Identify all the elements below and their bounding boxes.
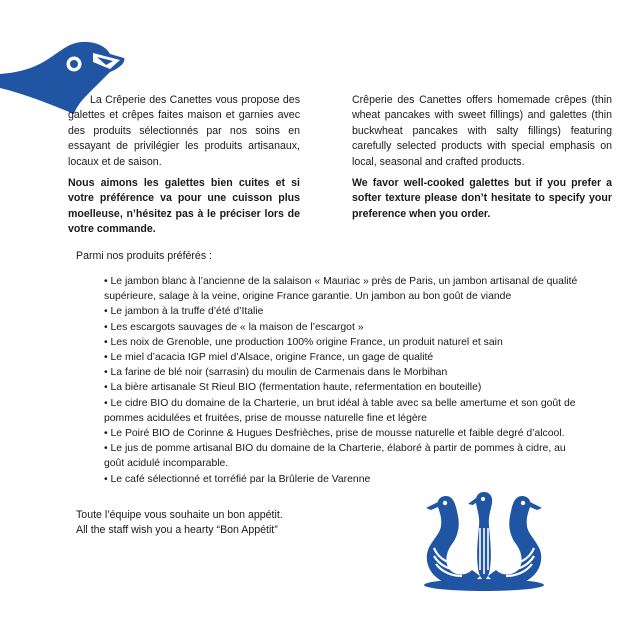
product-item: • Le Poiré BIO de Corinne & Hugues Desfrièches, prise de mousse naturelle et faible degré d’alcool. [104, 428, 565, 440]
product-item: • La farine de blé noir (sarrasin) du moulin de Carmenais dans le Morbihan [104, 367, 448, 379]
note-en-paragraph: We favor well-cooked galettes but if you prefer a softer texture please don’t hesitate to specify your preference when you order. [352, 177, 612, 220]
center-duck-icon [468, 492, 492, 580]
product-item: • La bière artisanale St Rieul BIO (fermentation haute, refermentation en bouteille) [104, 382, 482, 394]
product-item: • Le jambon à la truffe d’été d’Italie [104, 306, 264, 318]
intro-fr-text: La Crêperie des Canettes vous propose des galettes et crêpes faites maison et garnies avec des produits sélectionnés par nos soins en essayant de privilégier les produits artisanaux, locaux et de saison. [68, 94, 300, 168]
product-item: • Le jambon blanc à l’ancienne de la salaison « Mauriac » près de Paris, un jambon artisanal de qualité supérieure, salage à la veine, origine France garantie. Un jambon au bon goût de viande [104, 276, 578, 303]
left-duck-icon [426, 496, 480, 584]
intro-fr-paragraph [68, 93, 300, 170]
products-list [104, 274, 582, 487]
note-fr-paragraph: Nous aimons les galettes bien cuites et si votre préférence va pour une cuisson plus moelleuse, n’hésitez pas à le préciser lors de votre commande. [68, 177, 300, 236]
intro-en-paragraph: Crêperie des Canettes offers homemade crêpes (thin wheat pancakes with sweet fillings) and galettes (thin buckwheat pancakes with salty fillings) featuring carefully selected products with special emphasis on local, seasonal and crafted products. [352, 94, 612, 168]
product-item: • Le jus de pomme artisanal BIO du domaine de la Charterie, élaboré à partir de pommes à cidre, au goût acidulé incomparable. [104, 443, 566, 470]
product-item: • Les escargots sauvages de « la maison de l’escargot » [104, 321, 364, 333]
product-item: • Le cidre BIO du domaine de la Charterie, un brut idéal à table avec sa belle amertume et son goût de pommes acidulées et fruitées, prise de mousse naturelle fine et légère [104, 397, 576, 424]
closing-block [76, 508, 283, 539]
products-intro: Parmi nos produits préférés : [76, 250, 213, 262]
closing-fr: Toute l’équipe vous souhaite un bon appétit. [76, 509, 283, 521]
product-item: • Le café sélectionné et torréfié par la Brûlerie de Varenne [104, 473, 371, 485]
right-duck-icon [488, 496, 542, 584]
product-item: • Les noix de Grenoble, une production 100% origine France, un produit naturel et sain [104, 336, 503, 348]
closing-en: All the staff wish you a hearty “Bon Appétit” [76, 524, 278, 537]
three-ducks-logo [418, 488, 550, 594]
product-item: • Le miel d’acacia IGP miel d’Alsace, origine France, un gage de qualité [104, 352, 434, 364]
french-column [68, 93, 300, 244]
english-column [352, 93, 612, 228]
